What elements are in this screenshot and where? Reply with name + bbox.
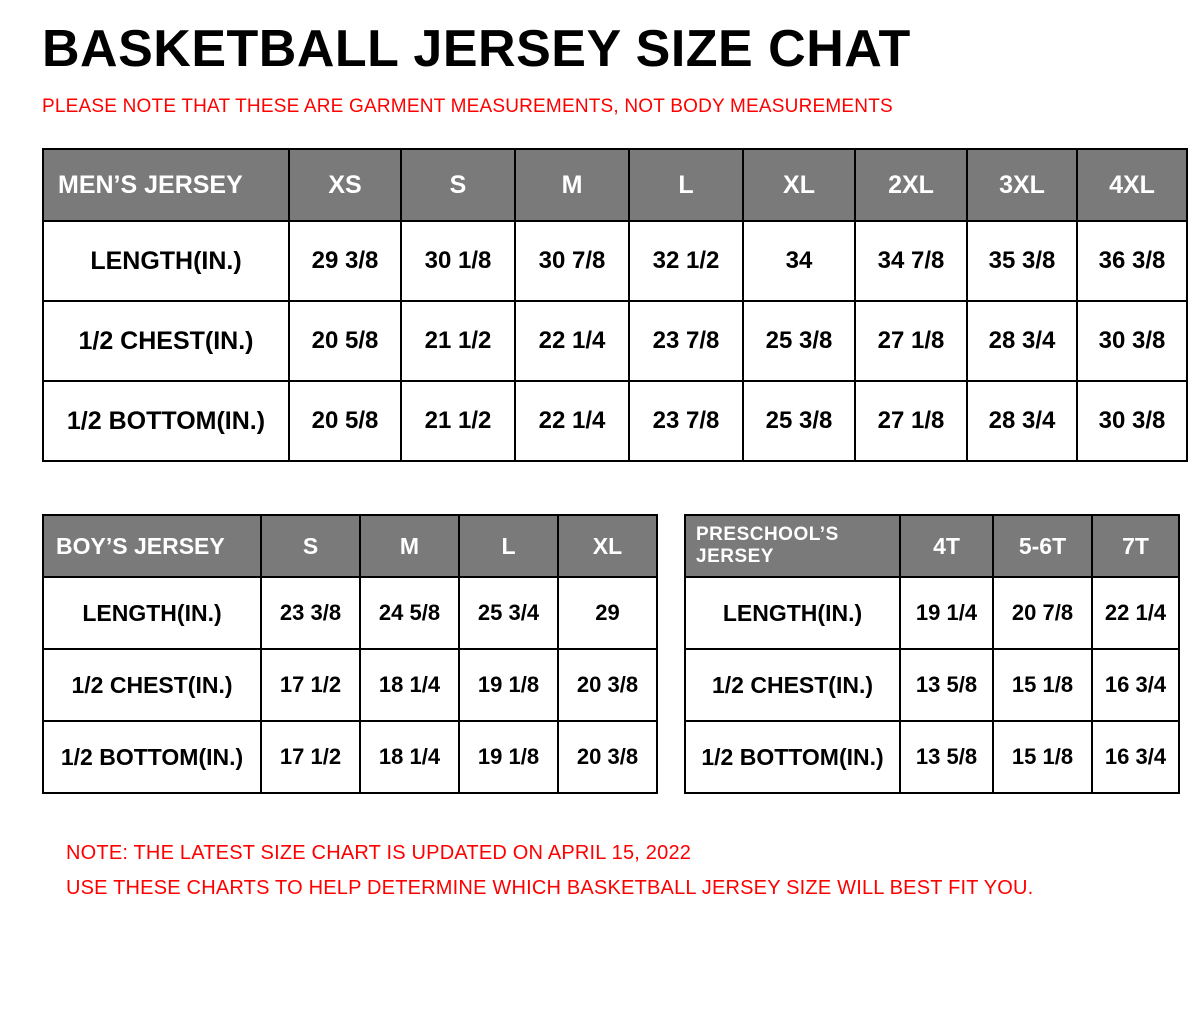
footer-note-usage: USE THESE CHARTS TO HELP DETERMINE WHICH BASKETBALL JERSEY SIZE WILL BEST FIT YOU. bbox=[66, 877, 1034, 900]
table-row bbox=[43, 301, 1187, 381]
column-header-s: S bbox=[261, 515, 360, 577]
cell-value: 27 1/8 bbox=[855, 381, 967, 461]
table-row bbox=[43, 381, 1187, 461]
cell-value: 23 3/8 bbox=[261, 577, 360, 649]
column-header-3xl: 3XL bbox=[967, 149, 1077, 221]
cell-value: 18 1/4 bbox=[360, 649, 459, 721]
column-header-m: M bbox=[360, 515, 459, 577]
preschool-jersey-table bbox=[684, 514, 1180, 794]
cell-value: 16 3/4 bbox=[1092, 721, 1179, 793]
cell-value: 28 3/4 bbox=[967, 301, 1077, 381]
boys-corner-header: BOY’S JERSEY bbox=[43, 515, 261, 577]
cell-value: 19 1/8 bbox=[459, 721, 558, 793]
cell-value: 17 1/2 bbox=[261, 721, 360, 793]
column-header-4xl: 4XL bbox=[1077, 149, 1187, 221]
cell-value: 29 bbox=[558, 577, 657, 649]
column-header-5-6t: 5-6T bbox=[993, 515, 1092, 577]
cell-value: 15 1/8 bbox=[993, 721, 1092, 793]
cell-value: 13 5/8 bbox=[900, 721, 993, 793]
column-header-7t: 7T bbox=[1092, 515, 1179, 577]
cell-value: 28 3/4 bbox=[967, 381, 1077, 461]
table-row bbox=[43, 221, 1187, 301]
cell-value: 35 3/8 bbox=[967, 221, 1077, 301]
cell-value: 22 1/4 bbox=[1092, 577, 1179, 649]
cell-value: 15 1/8 bbox=[993, 649, 1092, 721]
cell-value: 21 1/2 bbox=[401, 301, 515, 381]
cell-value: 30 1/8 bbox=[401, 221, 515, 301]
cell-value: 22 1/4 bbox=[515, 381, 629, 461]
table-row bbox=[685, 649, 1179, 721]
cell-value: 20 5/8 bbox=[289, 381, 401, 461]
table-row bbox=[43, 649, 657, 721]
cell-value: 24 5/8 bbox=[360, 577, 459, 649]
garment-measurement-note: PLEASE NOTE THAT THESE ARE GARMENT MEASUREMENTS, NOT BODY MEASUREMENTS bbox=[42, 95, 893, 117]
row-label-half-bottom: 1/2 BOTTOM(IN.) bbox=[43, 721, 261, 793]
row-label-length: LENGTH(IN.) bbox=[685, 577, 900, 649]
row-label-half-bottom: 1/2 BOTTOM(IN.) bbox=[43, 381, 289, 461]
cell-value: 19 1/8 bbox=[459, 649, 558, 721]
table-row bbox=[685, 721, 1179, 793]
cell-value: 29 3/8 bbox=[289, 221, 401, 301]
cell-value: 23 7/8 bbox=[629, 301, 743, 381]
cell-value: 32 1/2 bbox=[629, 221, 743, 301]
column-header-s: S bbox=[401, 149, 515, 221]
row-label-half-bottom: 1/2 BOTTOM(IN.) bbox=[685, 721, 900, 793]
cell-value: 36 3/8 bbox=[1077, 221, 1187, 301]
column-header-l: L bbox=[629, 149, 743, 221]
cell-value: 19 1/4 bbox=[900, 577, 993, 649]
row-label-half-chest: 1/2 CHEST(IN.) bbox=[43, 301, 289, 381]
row-label-length: LENGTH(IN.) bbox=[43, 221, 289, 301]
boys-jersey-table bbox=[42, 514, 658, 794]
cell-value: 23 7/8 bbox=[629, 381, 743, 461]
cell-value: 20 5/8 bbox=[289, 301, 401, 381]
column-header-m: M bbox=[515, 149, 629, 221]
cell-value: 34 bbox=[743, 221, 855, 301]
column-header-xl: XL bbox=[558, 515, 657, 577]
lower-tables-row bbox=[42, 514, 1170, 794]
cell-value: 18 1/4 bbox=[360, 721, 459, 793]
footer-note-update: NOTE: THE LATEST SIZE CHART IS UPDATED ON APRIL 15, 2022 bbox=[66, 842, 692, 865]
cell-value: 22 1/4 bbox=[515, 301, 629, 381]
cell-value: 27 1/8 bbox=[855, 301, 967, 381]
cell-value: 16 3/4 bbox=[1092, 649, 1179, 721]
table-header-row bbox=[43, 515, 657, 577]
column-header-4t: 4T bbox=[900, 515, 993, 577]
cell-value: 25 3/4 bbox=[459, 577, 558, 649]
cell-value: 20 3/8 bbox=[558, 649, 657, 721]
cell-value: 21 1/2 bbox=[401, 381, 515, 461]
cell-value: 20 3/8 bbox=[558, 721, 657, 793]
mens-jersey-table-wrapper bbox=[42, 148, 1170, 462]
cell-value: 25 3/8 bbox=[743, 301, 855, 381]
column-header-2xl: 2XL bbox=[855, 149, 967, 221]
table-header-row bbox=[43, 149, 1187, 221]
cell-value: 25 3/8 bbox=[743, 381, 855, 461]
cell-value: 30 3/8 bbox=[1077, 301, 1187, 381]
cell-value: 13 5/8 bbox=[900, 649, 993, 721]
row-label-half-chest: 1/2 CHEST(IN.) bbox=[43, 649, 261, 721]
size-chart-page bbox=[0, 22, 1200, 1029]
cell-value: 34 7/8 bbox=[855, 221, 967, 301]
column-header-xl: XL bbox=[743, 149, 855, 221]
mens-corner-header: MEN’S JERSEY bbox=[43, 149, 289, 221]
cell-value: 30 3/8 bbox=[1077, 381, 1187, 461]
table-row bbox=[685, 577, 1179, 649]
row-label-half-chest: 1/2 CHEST(IN.) bbox=[685, 649, 900, 721]
table-header-row bbox=[685, 515, 1179, 577]
cell-value: 17 1/2 bbox=[261, 649, 360, 721]
cell-value: 20 7/8 bbox=[993, 577, 1092, 649]
footer-notes bbox=[66, 836, 1170, 906]
row-label-length: LENGTH(IN.) bbox=[43, 577, 261, 649]
page-title: BASKETBALL JERSEY SIZE CHAT bbox=[42, 20, 911, 78]
cell-value: 30 7/8 bbox=[515, 221, 629, 301]
mens-jersey-table bbox=[42, 148, 1188, 462]
column-header-l: L bbox=[459, 515, 558, 577]
table-row bbox=[43, 577, 657, 649]
preschool-corner-header: PRESCHOOL’S JERSEY bbox=[685, 515, 900, 577]
column-header-xs: XS bbox=[289, 149, 401, 221]
table-row bbox=[43, 721, 657, 793]
